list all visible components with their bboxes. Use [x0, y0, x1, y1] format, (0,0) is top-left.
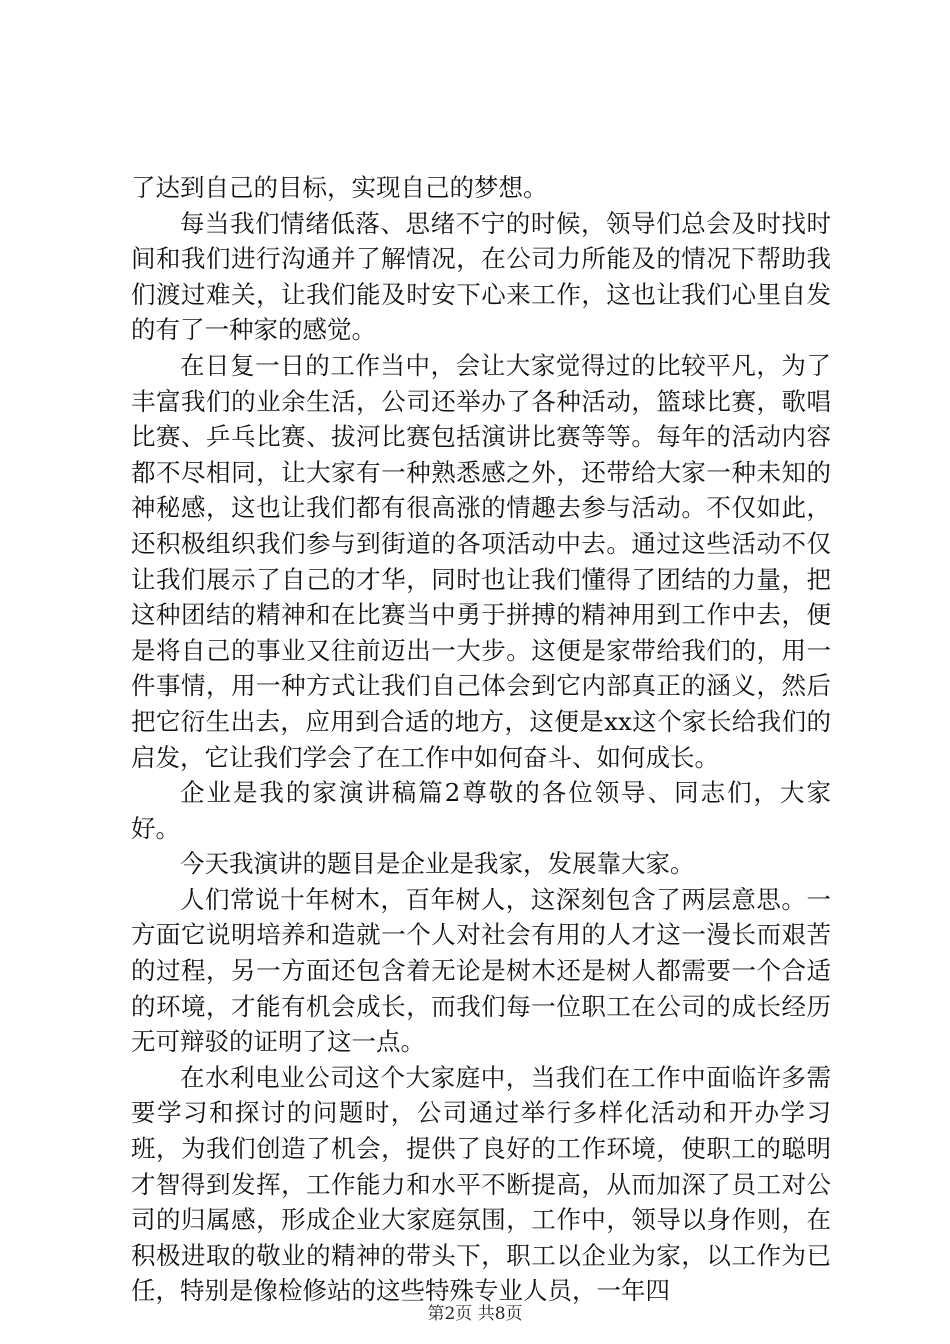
paragraph: 每当我们情绪低落、思绪不宁的时候，领导们总会及时找时间和我们进行沟通并了解情况，在公司力所能及的情况下帮助我们渡过难关，让我们能及时安下心来工作，这也让我们心里自发的有了一种家的感觉。 — [131, 208, 831, 345]
paragraph: 人们常说十年树木，百年树人，这深刻包含了两层意思。一方面它说明培养和造就一个人对社会有用的人才这一漫长而艰苦的过程，另一方面还包含着无论是树木还是树人都需要一个合适的环境，才能有机会成长，而我们每一位职工在公司的成长经历无可辩驳的证明了这一点。 — [131, 884, 831, 1057]
page-number-label: 第2页 共8页 — [427, 1304, 523, 1324]
page-footer — [0, 1299, 950, 1324]
paragraph: 在日复一日的工作当中，会让大家觉得过的比较平凡，为了丰富我们的业余生活，公司还举办了各种活动，篮球比赛，歌唱比赛、乒乓比赛、拔河比赛包括演讲比赛等等。每年的活动内容都不尽相同，让大家有一种熟悉感之外，还带给大家一种未知的神秘感，这也让我们都有很高涨的情趣去参与活动。不仅如此，还积极组织我们参与到街道的各项活动中去。通过这些活动不仅让我们展示了自己的才华，同时也让我们懂得了团结的力量，把这种团结的精神和在比赛当中勇于拼搏的精神用到工作中去，便是将自己的事业又往前迈出一大步。这便是家带给我们的，用一件事情，用一种方式让我们自己体会到它内部真正的涵义，然后把它衍生出去，应用到合适的地方，这便是xx这个家长给我们的启发，它让我们学会了在工作中如何奋斗、如何成长。 — [131, 350, 831, 772]
paragraph: 企业是我的家演讲稿篇2尊敬的各位领导、同志们，大家好。 — [131, 778, 831, 843]
paragraph: 了达到自己的目标，实现自己的梦想。 — [131, 173, 548, 202]
paragraph: 在水利电业公司这个大家庭中，当我们在工作中面临许多需要学习和探讨的问题时，公司通过举行多样化活动和开办学习班，为我们创造了机会，提供了良好的工作环境，使职工的聪明才智得到发挥，工作能力和水平不断提高，从而加深了员工对公司的归属感，形成企业大家庭氛围，工作中，领导以身作则，在积极进取的敬业的精神的带头下，职工以企业为家，以工作为已任，特别是像检修站的这些特殊专业人员，一年四 — [131, 1062, 831, 1306]
body-text — [131, 170, 831, 1309]
paragraph: 今天我演讲的题目是企业是我家，发展靠大家。 — [180, 849, 695, 879]
